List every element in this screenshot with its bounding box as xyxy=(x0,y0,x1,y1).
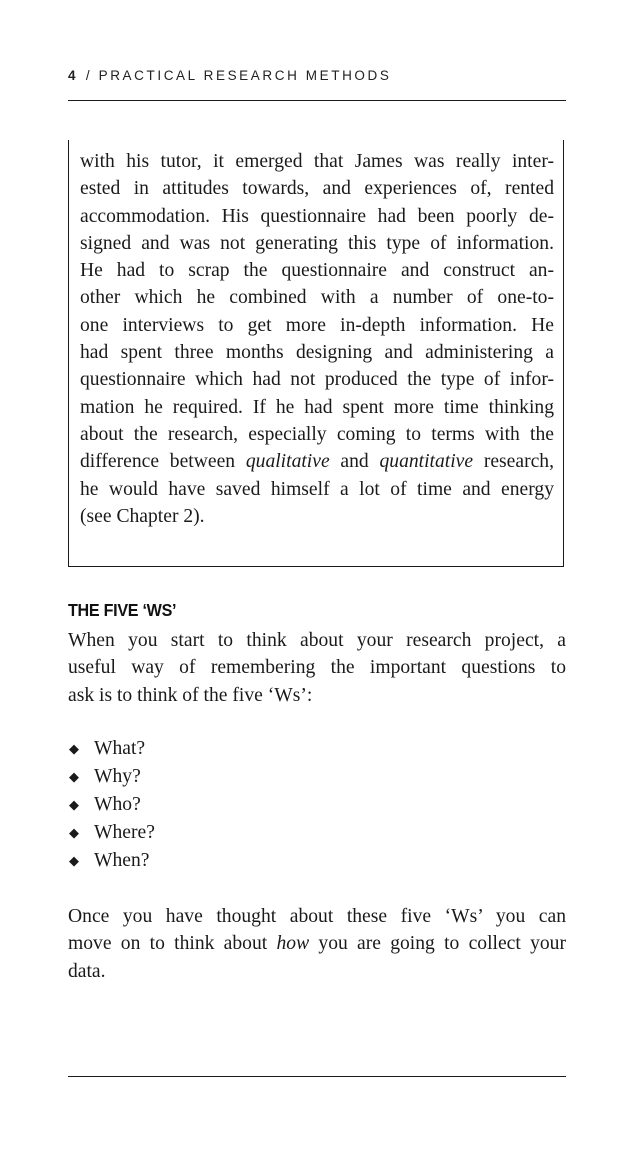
box-text-line: difference between qualitative and quantitative research, xyxy=(80,451,554,473)
section-heading: THE FIVE ‘WS’ xyxy=(68,600,177,620)
footer-rule xyxy=(68,1076,566,1077)
page-number: 4 xyxy=(68,68,76,83)
case-study-text xyxy=(80,148,554,530)
list-item-text: What? xyxy=(94,738,146,759)
box-text-line: about the research, especially coming to terms with the xyxy=(80,423,554,445)
box-text-line: one interviews to get more in-depth information. He xyxy=(80,314,554,336)
box-text-line: with his tutor, it emerged that James was really inter- xyxy=(80,151,554,172)
list-item xyxy=(68,847,368,875)
running-head xyxy=(68,68,391,83)
box-text-line: he would have saved himself a lot of time and energy xyxy=(80,478,554,500)
box-text-line: He had to scrap the questionnaire and construct an- xyxy=(80,260,554,282)
header-separator: / xyxy=(85,68,93,83)
list-item-text: Who? xyxy=(94,794,141,815)
bullet-diamond-icon: ◆ xyxy=(69,741,79,756)
box-text-line: (see Chapter 2). xyxy=(80,505,205,527)
bullet-diamond-icon: ◆ xyxy=(69,769,79,784)
list-item-text: Why? xyxy=(94,766,141,787)
box-text-line: mation he required. If he had spent more time thinking xyxy=(80,396,554,418)
box-text-line: questionnaire which had not produced the type of infor- xyxy=(80,369,554,391)
box-text-line: ested in attitudes towards, and experiences of, rented xyxy=(80,178,554,200)
closing-line: data. xyxy=(68,960,106,982)
intro-line: useful way of remembering the important questions to xyxy=(68,657,566,679)
header-rule xyxy=(68,100,566,101)
box-text-line: had spent three months designing and administering a xyxy=(80,342,554,364)
intro-line: When you start to think about your research project, a xyxy=(68,630,566,651)
running-title: PRACTICAL RESEARCH METHODS xyxy=(98,68,392,83)
box-text-line: other which he combined with a number of one-to- xyxy=(80,287,554,309)
closing-paragraph xyxy=(68,903,566,985)
closing-line: move on to think about how you are going to collect your xyxy=(68,933,566,955)
list-item-text: When? xyxy=(94,850,150,871)
box-text-line: signed and was not generating this type of information. xyxy=(80,232,554,254)
list-item xyxy=(68,735,368,763)
intro-line: ask is to think of the five ‘Ws’: xyxy=(68,684,313,706)
closing-line: Once you have thought about these five ‘Ws’ you can xyxy=(68,906,566,927)
list-item xyxy=(68,819,368,847)
bullet-diamond-icon: ◆ xyxy=(69,825,79,840)
list-item-text: Where? xyxy=(94,822,155,843)
list-item xyxy=(68,791,368,819)
list-item xyxy=(68,763,368,791)
bullet-diamond-icon: ◆ xyxy=(69,797,79,812)
box-text-line: accommodation. His questionnaire had been poorly de- xyxy=(80,205,554,227)
bullet-diamond-icon: ◆ xyxy=(69,853,79,868)
five-ws-list xyxy=(68,735,368,875)
intro-paragraph xyxy=(68,627,566,709)
